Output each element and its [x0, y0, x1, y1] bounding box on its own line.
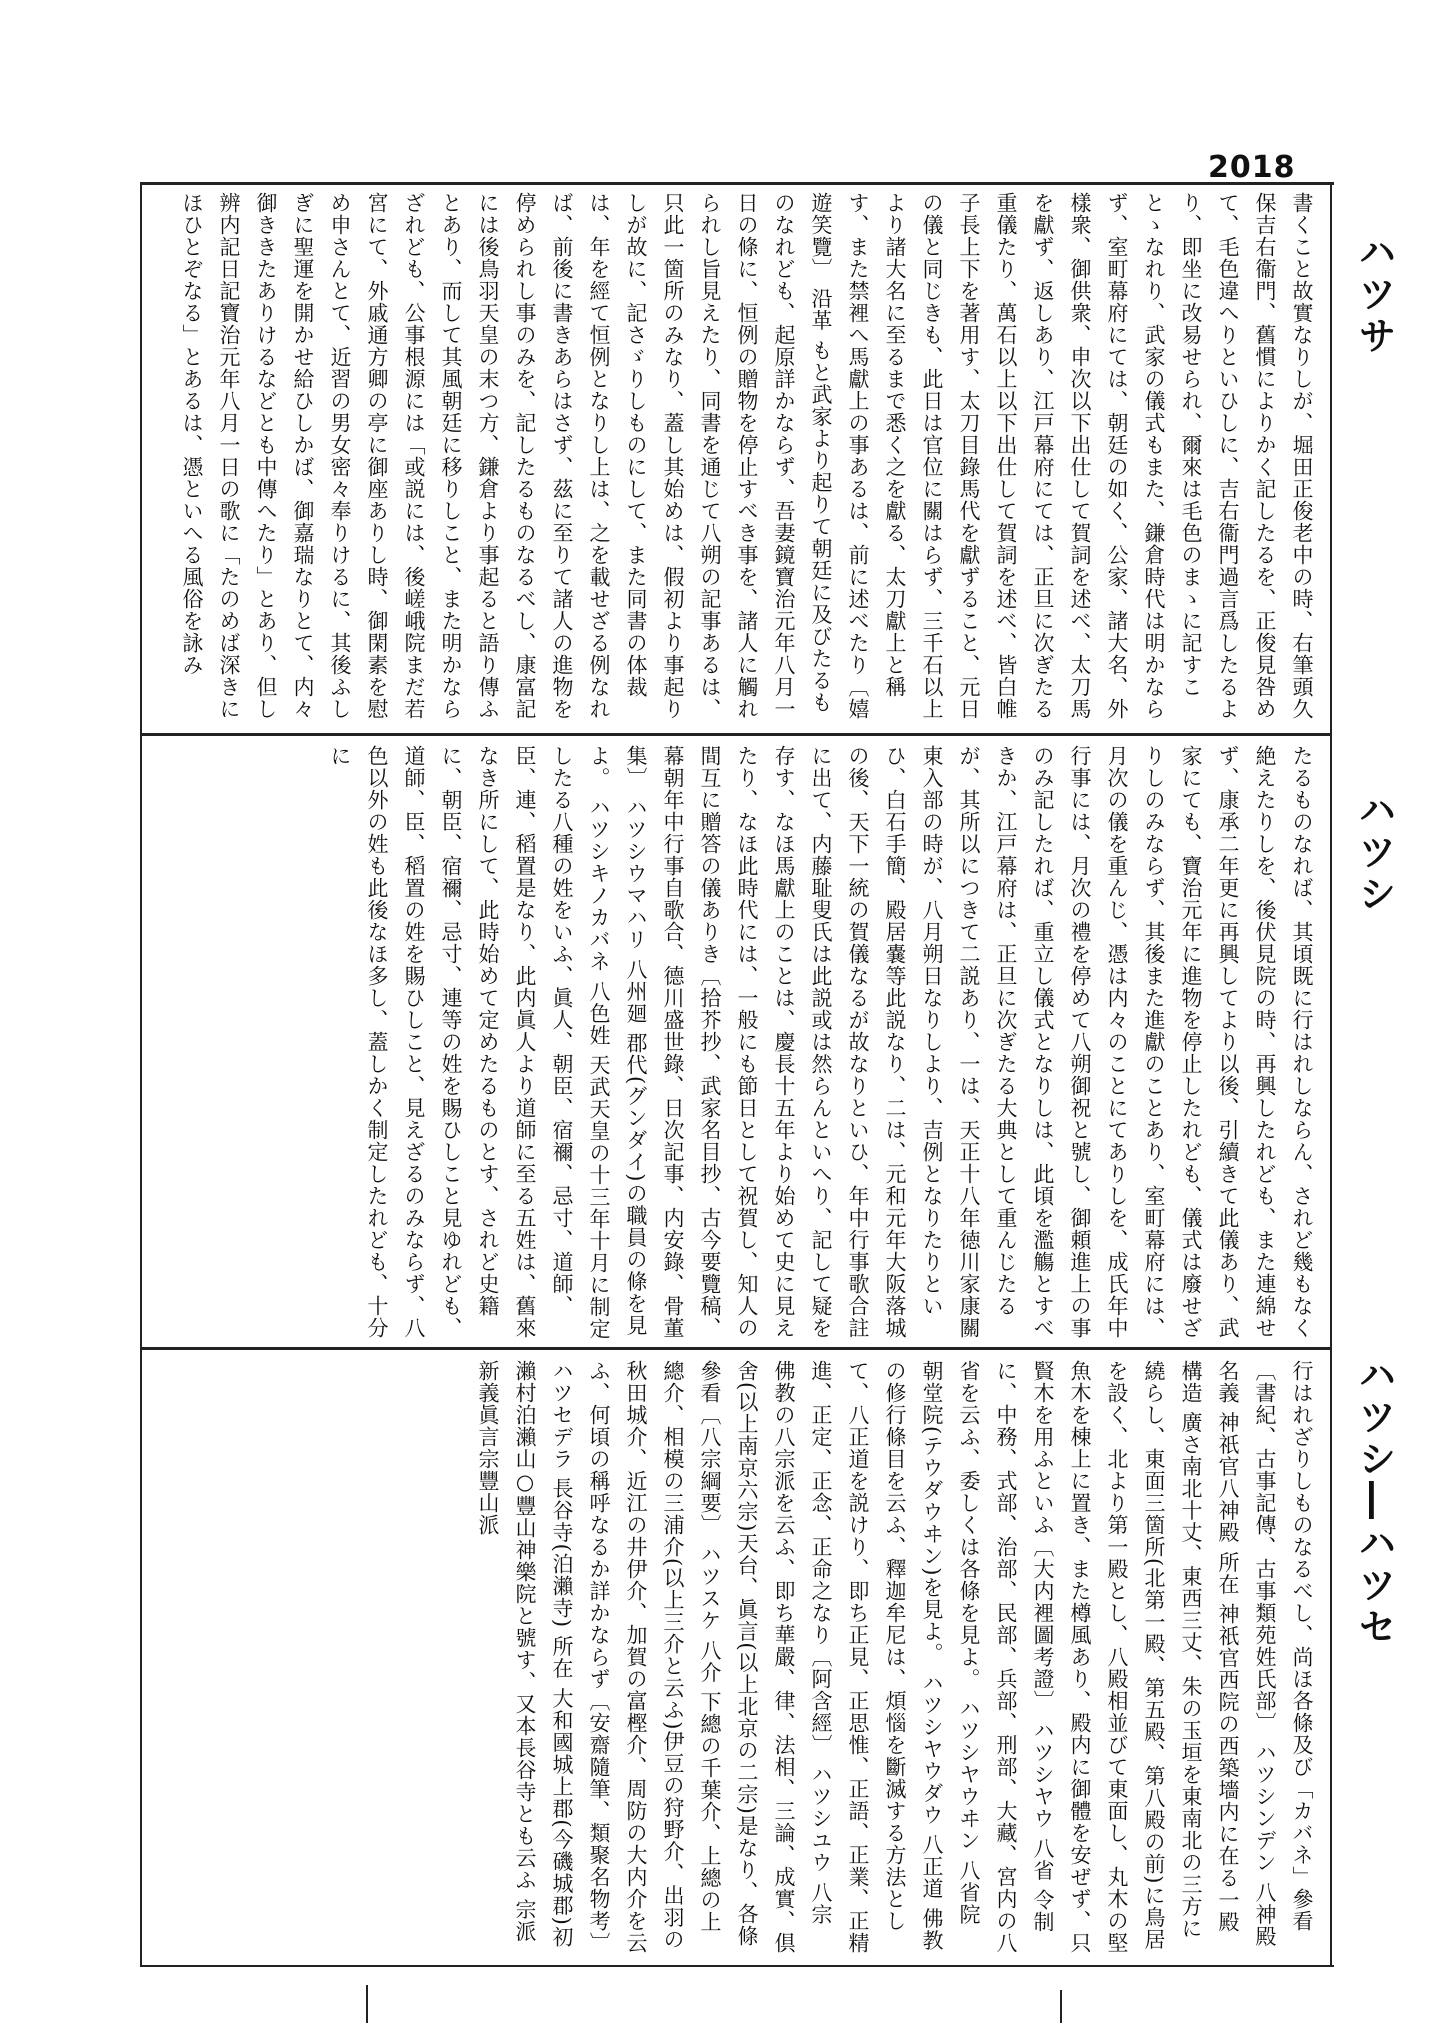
- section-header-bottom: ハツシ―ハツセ: [1352, 1355, 1396, 1649]
- text-band-middle-body: たるものなれば、其頃既に行はれしならん、されど幾もなく絶えたりしを、後伏見院の時、再興したれども、また連綿せず、康承二年更に再興してより以後、引續きて此儀あり、武家にても、寶治元年に進物を停止したれども、儀式は廢せざりしのみならず、其後また進獻のことあり、室町幕府には、月次の儀を重んじ、憑は内々のことにてありしを、成氏年中行事には、月次の禮を停めて八朔御祝と號し、御頼進上の事のみ記したれば、重立し儀式となりしは、此頃を濫觴とすべきか、江戸幕府は、正旦に次ぎたる大典として重んじたるが、其所以につきて二説あり、一は、天正十八年徳川家康關東入部の時が、八月朔日なりしより、吉例となりたりといひ、白石手簡、殿居嚢等此説なり、二は、元和元年大阪落城の後、天下一統の賀儀なるが故なりといひ、年中行事歌合註に出て、内藤耻叟氏は此説或は然らんといへり、記して疑を存す、なほ馬獻上のことは、慶長十五年より始めて史に見えたり、なほ此時代には、一般にも節日として祝賀し、知人の間互に贈答の儀ありき〔拾芥抄、武家名目抄、古今要覽稿、幕朝年中行事自歌合、德川盛世錄、日次記事、内安錄、骨董集〕 ハツシウマハリ 八州廻 郡代(グンダイ)の職員の條を見よ。 ハツシキノカバネ 八色姓 天武天皇の十三年十月に制定したる八種の姓をいふ、眞人、朝臣、宿禰、忌寸、道師、臣、連、稻置是なり、此内眞人より道師に至る五姓は、舊來なき所にして、此時始めて定めたるものとす、されど史籍に、朝臣、宿禰、忌寸、連等の姓を賜ひしこと見ゆれども、道師、臣、稻置の姓を賜ひしこと、見えざるのみならず、八色以外の姓も此後なほ多し、蓋しかく制定したれども、十分に: [328, 745, 1314, 1341]
- section-header-top: ハツサ: [1352, 232, 1396, 358]
- page-number: 2018: [1208, 150, 1296, 185]
- scan-mark-right: [1060, 1990, 1062, 2023]
- scan-mark-left: [366, 1985, 368, 2023]
- text-band-top: [150, 192, 1320, 730]
- text-band-top-body: 書くこと故實なりしが、堀田正俊老中の時、右筆頭久保吉右衞門、舊慣によりかく記したるを、正俊見咎めて、毛色違へりといひしに、吉右衞門過言爲したるより、即坐に改易せられ、爾來は毛色のまゝに記すことゝなれり、武家の儀式もまた、鎌倉時代は明かならず、室町幕府にては、朝廷の如く、公家、諸大名、外樣衆、御供衆、申次以下出仕して賀詞を述べ、太刀馬を獻ず、返しあり、江戸幕府にては、正旦に次ぎたる重儀たり、萬石以上以下出仕して賀詞を述べ、皆白帷子長上下を著用す、太刀目錄馬代を獻ずること、元日の儀と同じきも、此日は官位に關はらず、三千石以上より諸大名に至るまで悉く之を獻る、太刀獻上と稱す、また禁裡へ馬獻上の事あるは、前に述べたり〔嬉遊笑覽〕 沿革 もと武家より起りて朝廷に及びたるものなれども、起原詳かならず、吾妻鏡寶治元年八月一日の條に、恒例の贈物を停止すべき事を、諸人に觸れられし旨見えたり、同書を通じて八朔の記事あるは、只此一箇所のみなり、蓋し其始めは、假初より事起りしが故に、記さゞりしものにして、また同書の体裁は、年を經て恒例となりし上は、之を載せざる例なれば、前後に書きあらはさず、茲に至りて諸人の進物を停められし事のみを、記したるものなるべし、康富記には後鳥羽天皇の末つ方、鎌倉より事起ると語り傳ふとあり、而して其風朝廷に移りしこと、また明かならざれども、公事根源には「或説には、後嵯峨院まだ若宮にて、外戚通方卿の亭に御座ありし時、御閑素を慰め申さんとて、近習の男女密々奉りけるに、其後ふしぎに聖運を開かせ給ひしかば、御嘉瑞なりとて、内々御ききたありけるなどとも中傳へたり」とあり、但し辨内記日記寶治元年八月一日の歌に「たのめば深きにほひとぞなる」とあるは、憑といへる風俗を詠み: [180, 192, 1314, 720]
- section-header-middle: ハツシ: [1352, 790, 1396, 916]
- text-band-bottom-body: 行はれざりしものなるべし、尚ほ各條及び「カバネ」參看〔書紀、古事記傳、古事類苑姓氏部〕 ハツシンデン 八神殿 名義 神祇官八神殿 所在 神祇官西院の西築墻内に在る一殿 構造 廣さ南北十丈、東西三丈、朱の玉垣を東南北の三方に繞らし、東面三箇所(北第一殿、第五殿、第八殿の前)に鳥居を設く、北より第一殿とし、八殿相並びて東面し、丸木の堅魚木を棟上に置き、また樽風あり、殿内に御體を安ぜず、只賢木を用ふといふ〔大内裡圖考證〕 ハツシヤウ 八省 令制に、中務、式部、治部、民部、兵部、刑部、大藏、宮内の八省を云ふ、委しくは各條を見よ。 ハツシヤウヰン 八省院 朝堂院(テウダウヰン)を見よ。 ハツシヤウダウ 八正道 佛教の修行條目を云ふ、釋迦牟尼は、煩惱を斷滅する方法として、八正道を説けり、即ち正見、正思惟、正語、正業、正精進、正定、正念、正命之なり〔阿含經〕 ハツシユウ 八宗 佛教の八宗派を云ふ、即ち華嚴、律、法相、三論、成實、倶舍(以上南京六宗)天台、眞言(以上北京の二宗)是なり、各條參看〔八宗綱要〕 ハツスケ 八介 下總の千葉介、上總の上總介、相模の三浦介(以上三介と云ふ)伊豆の狩野介、出羽の秋田城介、近江の井伊介、加賀の富樫介、周防の大内介を云ふ、何頃の稱呼なるか詳かならず〔安齋隨筆、類聚名物考〕 ハツセデラ 長谷寺(泊瀨寺) 所在 大和國城上郡(今磯城郡)初瀨村泊瀨山○豐山神樂院と號す、又本長谷寺とも云ふ 宗派 新義眞言宗豐山派: [476, 1360, 1314, 1962]
- text-band-bottom: [150, 1360, 1320, 1962]
- band-divider-1: [140, 733, 1332, 736]
- text-band-middle: [150, 745, 1320, 1345]
- band-divider-2: [140, 1347, 1332, 1350]
- header-column-divider: [1330, 185, 1332, 1965]
